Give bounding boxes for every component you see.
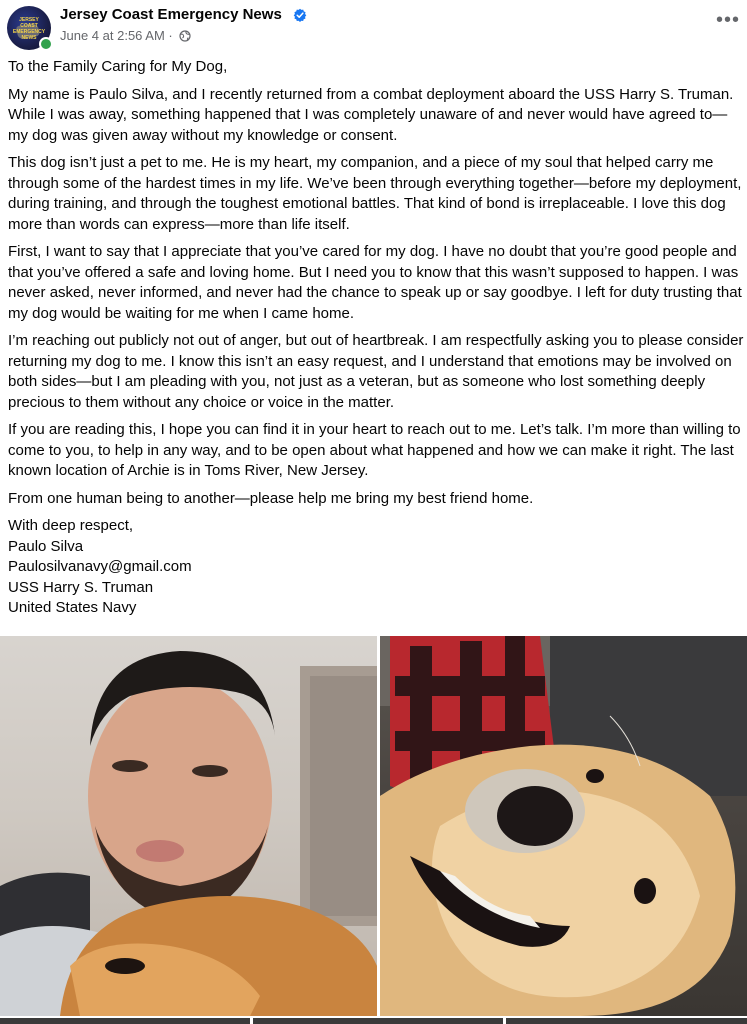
- letter-paragraph: If you are reading this, I hope you can find it in your heart to reach out to me. Let’s talk. I’m more than willing to come to you, to help in any way, and to be open about what happened and how we can make it right. The last known location of Archie is in Toms River, New Jersey.: [8, 421, 741, 479]
- photo-golden-retriever-illustration: [380, 636, 747, 1016]
- letter-greeting: To the Family Caring for My Dog,: [8, 58, 228, 75]
- more-options-button[interactable]: •••: [715, 9, 740, 31]
- post-timestamp[interactable]: June 4 at 2:56 AM: [60, 28, 165, 43]
- photo-grid: [0, 636, 747, 1024]
- signature-branch: United States Navy: [8, 599, 137, 616]
- letter-paragraph: This dog isn’t just a pet to me. He is my heart, my companion, and a piece of my soul that helped carry me through some of the hardest times in my life. We’ve been through everything together—before my deployment, during training, and through the toughest emotional battles. That kind of bond is irreplaceable. I love this dog more than words can express—more than life itself.: [8, 154, 742, 233]
- next-photo-row-strip: [506, 1018, 747, 1024]
- signature-ship: USS Harry S. Truman: [8, 578, 154, 596]
- photo-golden-retriever[interactable]: [380, 636, 747, 1016]
- post-meta: [60, 28, 191, 43]
- letter-signature: [8, 516, 747, 619]
- avatar-logo-text: JERSEY COAST EMERGENCY NEWS: [12, 17, 46, 41]
- letter-paragraph: First, I want to say that I appreciate that you’ve cared for my dog. I have no doubt that you’re good people and that you’ve offered a safe and loving home. But I need you to know that this wasn’t supposed to happen. I was never asked, never informed, and never had the chance to speak up or say goodbye. I left for duty trusting that my dog would be waiting for me when I came home.: [8, 243, 742, 322]
- globe-icon: [179, 30, 191, 42]
- photo-man-with-dog-illustration: [0, 636, 377, 1016]
- signature-name: Paulo Silva: [8, 537, 84, 555]
- meta-separator: ·: [168, 28, 173, 43]
- post-header: [0, 0, 747, 56]
- letter-paragraph: My name is Paulo Silva, and I recently returned from a combat deployment aboard the USS Harry S. Truman. While I was away, something happened that I was completely unaware of and never would have agreed to—my dog was given away without my knowledge or consent.: [8, 85, 734, 144]
- signature-email: Paulosilvanavy@gmail.com: [8, 558, 192, 575]
- page-name-link[interactable]: Jersey Coast Emergency News: [60, 6, 282, 23]
- photo-man-with-dog[interactable]: [0, 636, 377, 1016]
- post-text: [8, 57, 747, 626]
- letter-paragraph: I’m reaching out publicly not out of anger, but out of heartbreak. I am respectfully asking you to please consider returning my dog to me. I know this isn’t an easy request, and I understand that emotions may be involved on both sides—but I am pleading with you, not just as a veteran, but as someone who lost something deeply precious to them without any choice or voice in the matter.: [8, 332, 744, 411]
- next-photo-row-strip: [253, 1018, 503, 1024]
- online-status-dot: [39, 37, 53, 51]
- next-photo-row-strip: [0, 1018, 250, 1024]
- signature-closing: With deep respect,: [8, 517, 134, 534]
- letter-paragraph: From one human being to another—please help me bring my best friend home.: [8, 489, 534, 507]
- verified-badge-icon: [293, 8, 307, 22]
